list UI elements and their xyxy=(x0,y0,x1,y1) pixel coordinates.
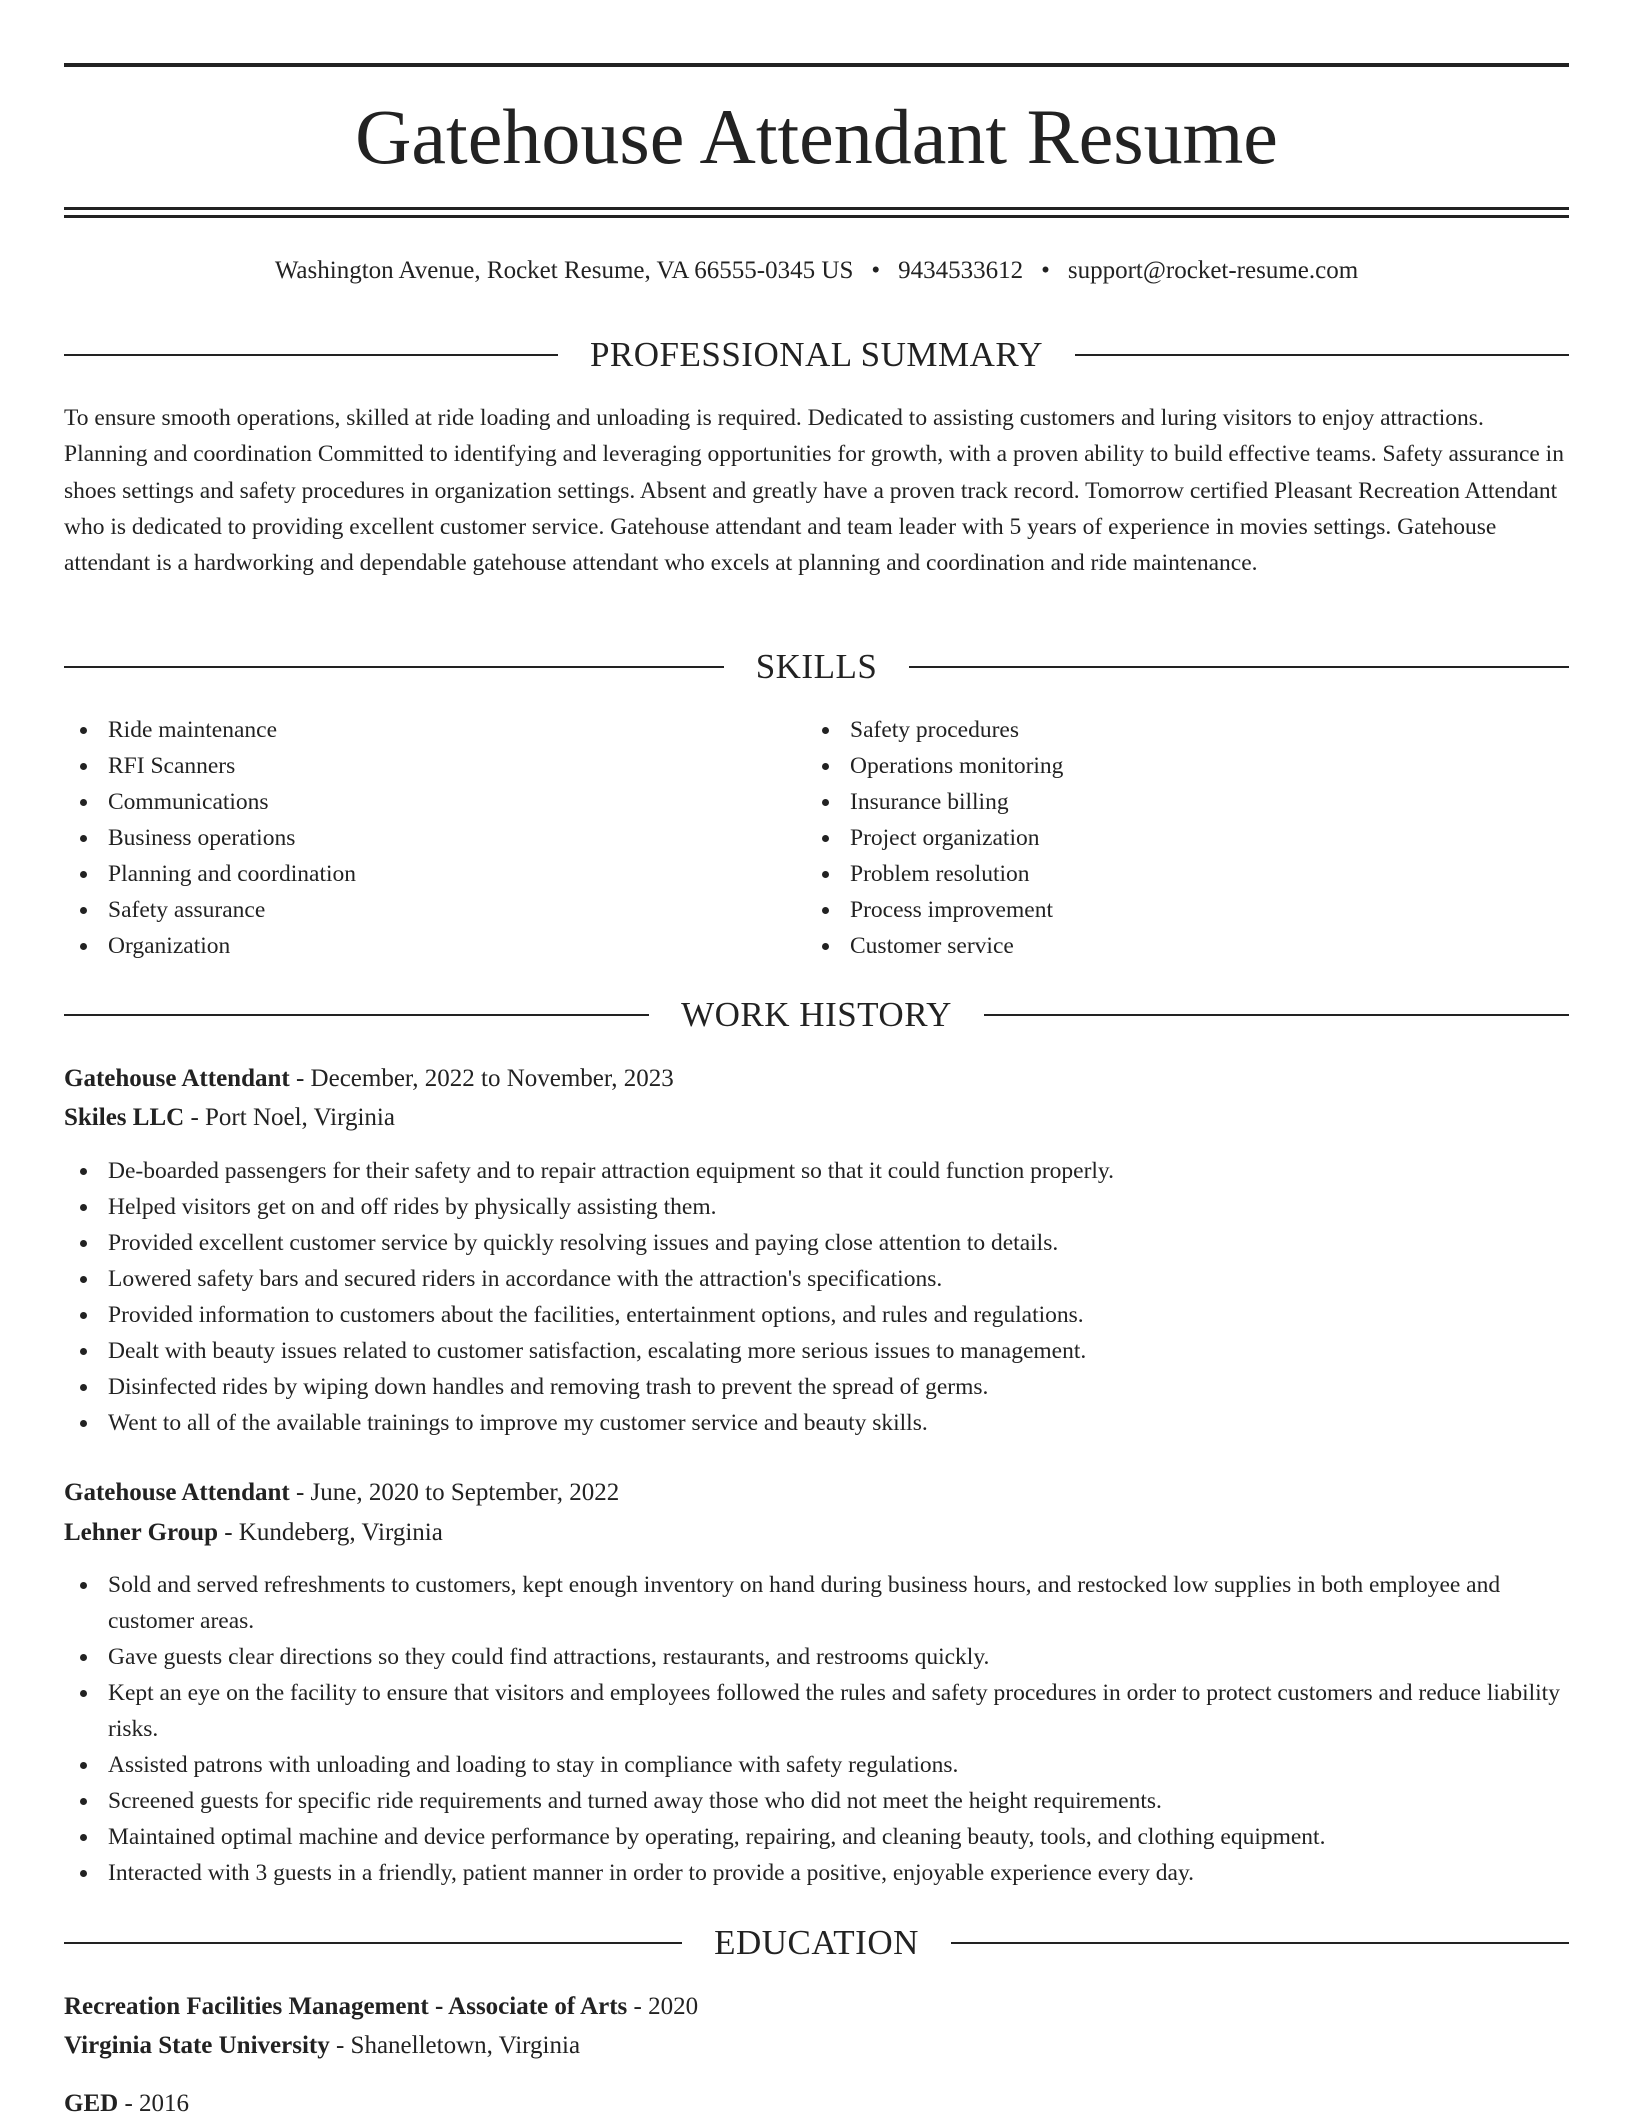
job-bullet: Sold and served refreshments to customers, kept enough inventory on hand during business hours, and restocked low supplies in both employee and customer areas. xyxy=(64,1567,1569,1639)
title-double-rule xyxy=(64,207,1569,218)
contact-email: support@rocket-resume.com xyxy=(1067,257,1359,284)
job-bullet: Maintained optimal machine and device performance by operating, repairing, and cleaning beauty, tools, and clothing equipment. xyxy=(64,1819,1569,1855)
skill-item: Insurance billing xyxy=(806,784,1546,820)
job-2-company-line xyxy=(64,1516,443,1550)
education-degree: GED xyxy=(64,2090,119,2117)
skill-item: Problem resolution xyxy=(806,856,1546,892)
contact-line xyxy=(64,255,1569,287)
job-bullet: Dealt with beauty issues related to customer satisfaction, escalating more serious issues to management. xyxy=(64,1333,1569,1369)
job-location: - Kundeberg, Virginia xyxy=(217,1519,443,1546)
skill-item: Organization xyxy=(64,928,804,964)
skill-item: Operations monitoring xyxy=(806,748,1546,784)
summary-text: To ensure smooth operations, skilled at ride loading and unloading is required. Dedicated to assisting customers and luring visitors to enjoy attractions. Planning and coordination Committed to identifying and leveraging opportunities for growth, with a proven ability to build effective teams. Safety assurance in shoes settings and safety procedures in organization settings. Absent and greatly have a proven track record. Tomorrow certified Pleasant Recreation Attendant who is dedicated to providing excellent customer service. Gatehouse attendant and team leader with 5 years of experience in movies settings. Gatehouse attendant is a hardworking and dependable gatehouse attendant who excels at planning and coordination and ride maintenance. xyxy=(64,405,1564,577)
skill-item: Safety procedures xyxy=(806,712,1546,748)
heading-rule xyxy=(951,1942,1569,1944)
summary-heading xyxy=(64,335,1569,375)
job-bullet: Lowered safety bars and secured riders in accordance with the attraction's specifications. xyxy=(64,1261,1569,1297)
job-location: - Port Noel, Virginia xyxy=(184,1104,395,1131)
job-company: Skiles LLC xyxy=(64,1104,185,1131)
job-bullet: Screened guests for specific ride requirements and turned away those who did not meet the height requirements. xyxy=(64,1783,1569,1819)
heading-rule xyxy=(909,666,1569,668)
skill-item: Business operations xyxy=(64,820,804,856)
contact-separator: • xyxy=(871,257,881,284)
skills-right-list xyxy=(806,712,1546,964)
job-bullet: Assisted patrons with unloading and loading to stay in compliance with safety regulations. xyxy=(64,1747,1569,1783)
skill-item: RFI Scanners xyxy=(64,748,804,784)
skills-left-list xyxy=(64,712,804,964)
job-1-bullets xyxy=(64,1153,1569,1441)
summary-heading-label: PROFESSIONAL SUMMARY xyxy=(589,335,1044,374)
job-bullet: Kept an eye on the facility to ensure that visitors and employees followed the rules and safety procedures in order to protect customers and reduce liability risks. xyxy=(64,1675,1569,1747)
job-2-title-line xyxy=(64,1476,619,1510)
education-degree: Recreation Facilities Management - Associate of Arts xyxy=(64,1993,628,2020)
job-dates: - December, 2022 to November, 2023 xyxy=(289,1065,674,1092)
contact-separator: • xyxy=(1041,257,1050,284)
skill-item: Planning and coordination xyxy=(64,856,804,892)
skills-left-column xyxy=(64,712,804,964)
job-1-company-line xyxy=(64,1101,395,1135)
skill-item: Communications xyxy=(64,784,804,820)
education-year: - 2020 xyxy=(627,1993,699,2020)
education-year: - 2016 xyxy=(118,2090,190,2117)
contact-phone: 9434533612 xyxy=(898,257,1024,284)
job-bullet: Provided information to customers about the facilities, entertainment options, and rules and regulations. xyxy=(64,1297,1569,1333)
work-heading-label: WORK HISTORY xyxy=(681,995,952,1034)
job-bullet: Provided excellent customer service by quickly resolving issues and paying close attention to details. xyxy=(64,1225,1569,1261)
skill-item: Ride maintenance xyxy=(64,712,804,748)
skill-item: Process improvement xyxy=(806,892,1546,928)
job-bullet: Disinfected rides by wiping down handles and removing trash to prevent the spread of germs. xyxy=(64,1369,1569,1405)
job-2-bullets xyxy=(64,1567,1569,1891)
job-bullet: Interacted with 3 guests in a friendly, patient manner in order to provide a positive, enjoyable experience every day. xyxy=(64,1855,1569,1891)
heading-rule xyxy=(64,354,558,356)
job-1-title-line xyxy=(64,1062,674,1096)
heading-rule xyxy=(64,1014,649,1016)
top-rule xyxy=(64,63,1569,67)
job-bullet: De-boarded passengers for their safety and to repair attraction equipment so that it could function properly. xyxy=(64,1153,1569,1189)
education-location: - Shanelletown, Virginia xyxy=(329,2032,581,2059)
skills-heading-label: SKILLS xyxy=(755,647,878,686)
education-2-degree-line xyxy=(64,2087,189,2121)
job-dates: - June, 2020 to September, 2022 xyxy=(289,1479,620,1506)
skills-heading xyxy=(64,647,1569,687)
job-title: Gatehouse Attendant xyxy=(64,1479,290,1506)
work-heading xyxy=(64,995,1569,1035)
education-school: Virginia State University xyxy=(64,2032,330,2059)
job-title: Gatehouse Attendant xyxy=(64,1065,290,1092)
skills-right-column xyxy=(806,712,1546,964)
education-1-school-line xyxy=(64,2029,580,2063)
heading-rule xyxy=(64,1942,682,1944)
skill-item: Safety assurance xyxy=(64,892,804,928)
education-heading xyxy=(64,1923,1569,1963)
job-bullet: Gave guests clear directions so they could find attractions, restaurants, and restrooms quickly. xyxy=(64,1639,1569,1675)
education-1-degree-line xyxy=(64,1990,698,2024)
heading-rule xyxy=(64,666,724,668)
job-company: Lehner Group xyxy=(64,1519,218,1546)
skill-item: Customer service xyxy=(806,928,1546,964)
job-bullet: Helped visitors get on and off rides by physically assisting them. xyxy=(64,1189,1569,1225)
skill-item: Project organization xyxy=(806,820,1546,856)
heading-rule xyxy=(1075,354,1569,356)
education-heading-label: EDUCATION xyxy=(714,1923,919,1962)
heading-rule xyxy=(984,1014,1569,1016)
resume-title: Gatehouse Attendant Resume xyxy=(355,93,1278,180)
contact-address: Washington Avenue, Rocket Resume, VA 66555-0345 US xyxy=(274,257,854,284)
job-bullet: Went to all of the available trainings to improve my customer service and beauty skills. xyxy=(64,1405,1569,1441)
